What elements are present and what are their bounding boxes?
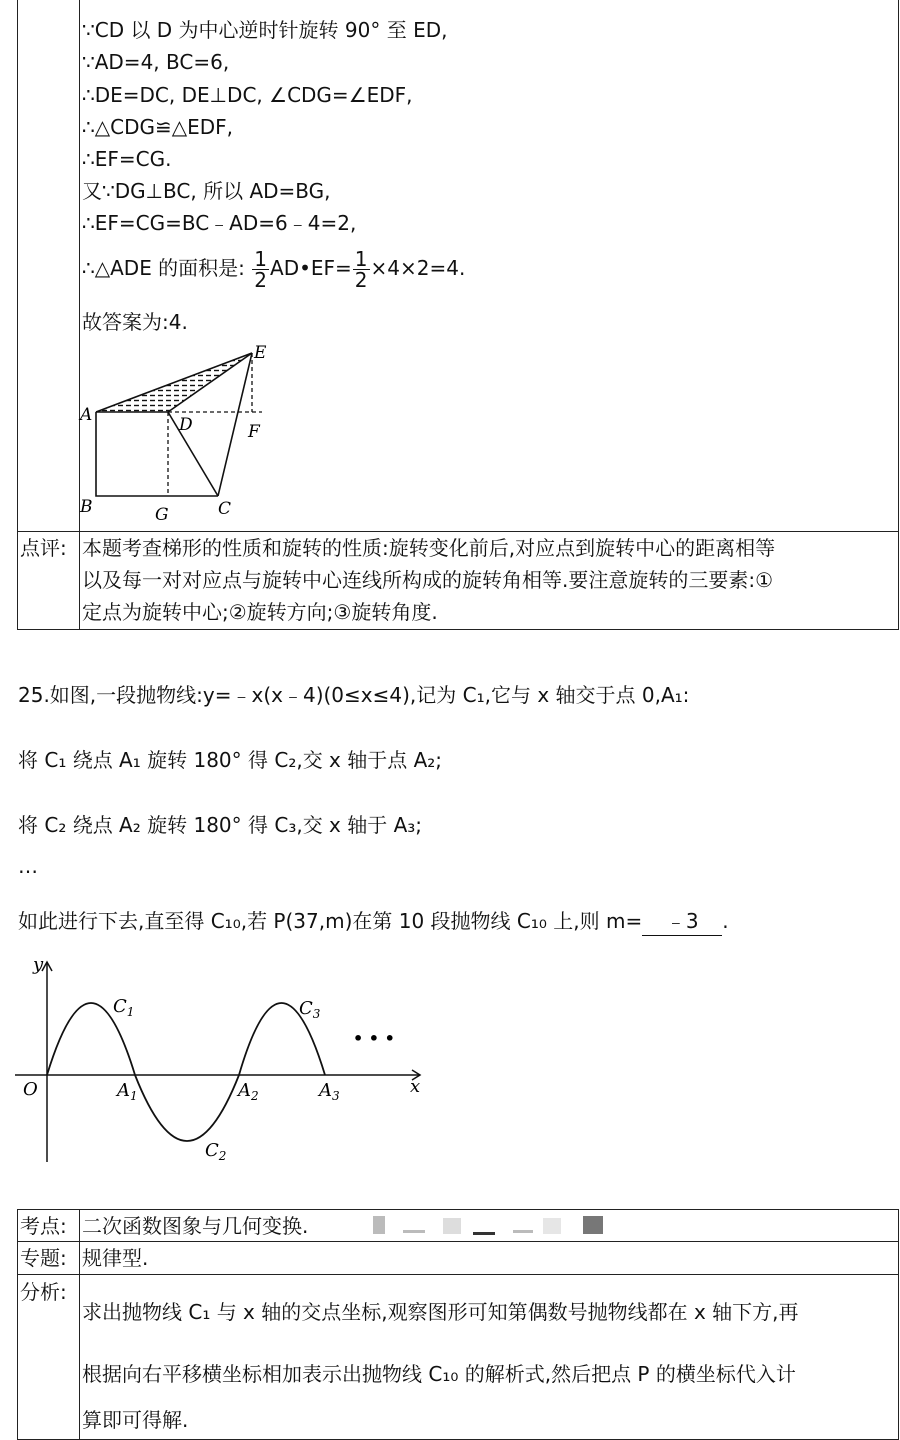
curve-label-c2 [205,1140,226,1163]
info-row-divider-1 [18,1241,898,1242]
segment-dc [168,412,218,496]
fenxi-line-2: 根据向右平移横坐标相加表示出抛物线 C₁₀ 的解析式,然后把点 P 的横坐标代入计 [82,1362,796,1386]
curve-c2 [135,1075,239,1141]
problem-line-1: 25.如图,一段抛物线:y=﹣x(x﹣4)(0≤x≤4),记为 C₁,它与 x 轴交于点 0,A₁: [18,683,690,707]
label-b: B [80,497,93,517]
point-label-a1 [115,1080,138,1103]
solution-line-1: ∵CD 以 D 为中心逆时针旋转 90° 至 ED, [82,18,448,42]
fraction-denominator-2: 2 [354,268,368,292]
curve-label-c1 [113,996,134,1019]
label-a: A [80,405,93,425]
problem-line-5 [18,907,729,936]
label-e: E [254,343,267,363]
problem-line-3: 将 C₂ 绕点 A₂ 旋转 180° 得 C₃,交 x 轴于 A₃; [18,813,423,837]
point-label-a1-letter: A [117,1080,130,1101]
zhuanti-value: 规律型. [82,1246,149,1270]
curve-label-c2-sub: 2 [218,1149,227,1163]
area-formula-line [82,246,465,290]
point-label-a3-sub: 3 [332,1089,340,1103]
area-prefix: ∴△ADE 的面积是: [82,256,245,280]
label-column-divider [79,0,80,629]
comment-line-3: 定点为旋转中心;②旋转方向;③旋转角度. [82,600,438,624]
continuation-dots: • • • [353,1029,395,1048]
solution-line-2: ∵AD=4, BC=6, [82,50,230,74]
kaodian-label: 考点: [20,1214,67,1238]
info-label-column-divider [79,1210,80,1439]
comment-line-1: 本题考查梯形的性质和旋转的性质:旋转变化前后,对应点到旋转中心的距离相等 [82,536,776,560]
solution-line-7: ∴EF=CG=BC﹣AD=6﹣4=2, [82,211,357,235]
segment-ec [218,353,252,496]
point-label-a2 [236,1080,259,1103]
geometry-figure [78,338,308,528]
problem-line-4: … [18,854,38,878]
info-table [17,1209,899,1440]
solution-line-3: ∴DE=DC, DE⊥DC, ∠CDG=∠EDF, [82,83,413,107]
solution-line-5: ∴EF=CG. [82,147,172,171]
point-label-a2-letter: A [238,1080,251,1101]
fraction-denominator: 2 [254,268,268,292]
comment-label: 点评: [20,536,67,560]
problem-line-2: 将 C₁ 绕点 A₁ 旋转 180° 得 C₂,交 x 轴于点 A₂; [18,748,443,772]
x-axis-label: x [410,1076,421,1097]
y-axis-label: y [33,954,44,975]
fraction-numerator: 1 [254,247,268,271]
comment-row-divider [18,531,898,532]
problem-line-5-suffix: . [722,909,729,933]
answer-blank: ﹣3 [642,907,722,936]
point-label-a2-sub: 2 [251,1089,259,1103]
fenxi-line-1: 求出抛物线 C₁ 与 x 轴的交点坐标,观察图形可知第偶数号抛物线都在 x 轴下方,再 [82,1300,799,1324]
redacted-watermark [373,1216,618,1236]
area-middle: AD•EF= [270,256,352,280]
fraction-one-half [252,249,269,290]
point-label-a1-sub: 1 [130,1089,138,1103]
label-d: D [179,415,193,435]
solution-line-6: 又∵DG⊥BC, 所以 AD=BG, [82,179,331,203]
solution-table [17,0,899,630]
answer-line: 故答案为:4. [82,310,188,334]
parabola-graph [15,950,435,1170]
fraction-one-half-2 [353,249,370,290]
curve-label-c3-sub: 3 [312,1007,321,1021]
solution-line-4: ∴△CDG≌△EDF, [82,115,234,139]
point-label-a3-letter: A [319,1080,332,1101]
fraction-numerator-2: 1 [354,247,368,271]
curve-label-c1-sub: 1 [126,1005,135,1019]
origin-label: O [23,1079,38,1100]
curve-label-c1-letter: C [113,996,127,1017]
rectangle-abgd [96,412,218,496]
label-c: C [218,499,232,519]
fenxi-label: 分析: [20,1280,67,1304]
comment-line-2: 以及每一对对应点与旋转中心连线所构成的旋转角相等.要注意旋转的三要素:① [82,568,774,592]
info-row-divider-2 [18,1274,898,1275]
area-suffix: ×4×2=4. [370,256,466,280]
fenxi-line-3: 算即可得解. [82,1408,189,1432]
curve-label-c3-letter: C [299,998,313,1019]
label-f: F [248,422,260,442]
curve-label-c2-letter: C [205,1140,219,1161]
point-label-a3 [317,1080,340,1103]
zhuanti-label: 专题: [20,1246,67,1270]
curve-label-c3 [299,998,321,1021]
label-g: G [155,505,169,525]
kaodian-value: 二次函数图象与几何变换. [82,1214,309,1238]
problem-line-5-prefix: 如此进行下去,直至得 C₁₀,若 P(37,m)在第 10 段抛物线 C₁₀ 上,则 m= [18,909,643,933]
